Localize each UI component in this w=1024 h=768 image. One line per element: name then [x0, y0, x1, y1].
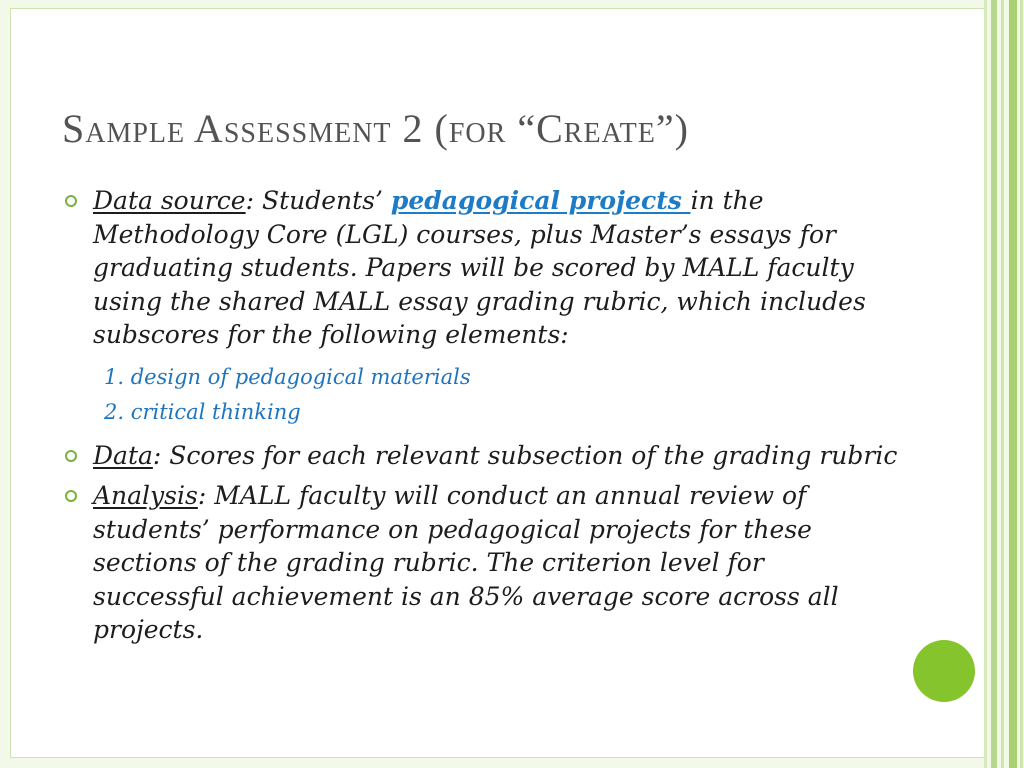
bullet-text: MALL faculty will conduct an annual review of students’ performance on pedagogical projects for these sections of the grading rubric. The criterion level for successful achievement is an 85% average score across all projects.: [93, 481, 839, 644]
bullet-circle-icon: [65, 195, 77, 207]
stripe: [984, 0, 987, 768]
numbered-list: [104, 360, 902, 430]
bottom-border-strip: [10, 757, 984, 768]
top-border-strip: [10, 0, 984, 9]
bullet-label: Analysis: [93, 481, 198, 510]
bullet-separator: :: [152, 440, 170, 470]
bullet-circle-icon: [65, 490, 77, 502]
stripe: [1020, 0, 1023, 768]
bullet-data: [62, 439, 902, 473]
bullet-text: Scores for each relevant subsection of the grading rubric: [169, 440, 898, 470]
stripe: [991, 0, 997, 768]
stripe: [1009, 0, 1017, 768]
numbered-item: 2. critical thinking: [104, 399, 301, 424]
bullet-circle-icon: [65, 450, 77, 462]
numbered-item: 1. design of pedagogical materials: [104, 364, 471, 389]
bullet-data-source: [62, 184, 902, 352]
slide-body: [62, 184, 902, 654]
bullet-text: Students’: [261, 186, 391, 215]
bullet-analysis: [62, 479, 902, 647]
bullet-text: in the Methodology Core (LGL) courses, plus Master’s essays for graduating students. Papers will be scored by MALL faculty using the shared MALL essay grading rubric, which includes subscores for the following elements:: [93, 186, 866, 349]
bullet-label: Data: [93, 440, 153, 470]
bullet-label: Data source: [93, 186, 246, 215]
stripe: [1001, 0, 1004, 768]
left-border-strip: [0, 0, 11, 768]
bullet-separator: :: [197, 481, 215, 510]
bullet-separator: :: [245, 186, 262, 215]
green-circle-decoration: [913, 640, 975, 702]
right-stripe-decoration: [984, 0, 1024, 768]
slide-title: Sample Assessment 2 (for “Create”): [62, 106, 689, 151]
pedagogical-projects-link[interactable]: pedagogical projects: [390, 186, 691, 215]
